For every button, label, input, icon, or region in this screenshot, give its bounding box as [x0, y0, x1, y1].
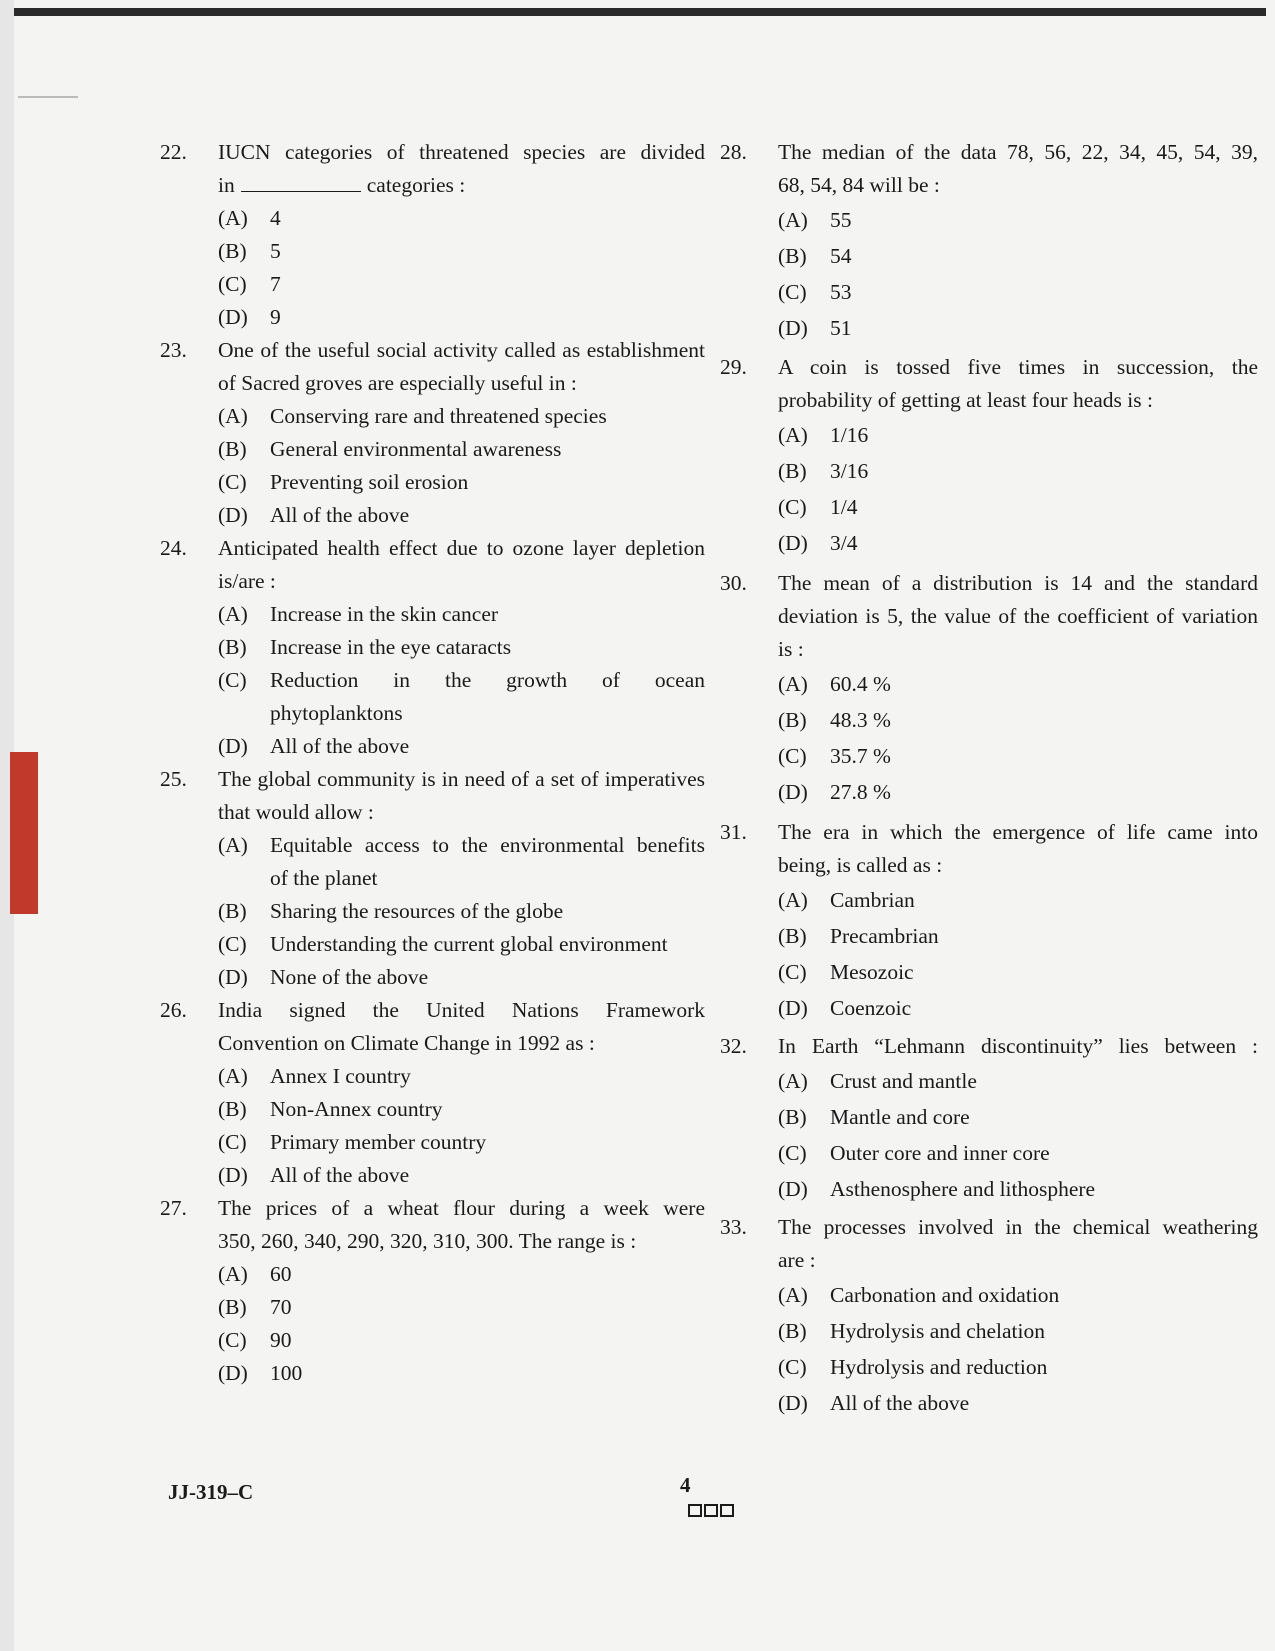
option-text-line1: Carbonation and oxidation	[830, 1283, 1060, 1307]
margin-mark	[18, 96, 78, 98]
option-d	[778, 990, 1258, 1026]
option-label: (C)	[778, 495, 807, 519]
option-text	[270, 268, 705, 301]
question-29	[720, 351, 1258, 561]
option-c	[218, 1324, 705, 1357]
option-label: (A)	[218, 602, 248, 626]
question-number: 26.	[160, 998, 187, 1022]
option-text-line1: 3/16	[830, 459, 869, 483]
option-c	[778, 954, 1258, 990]
question-stem: The era in which the emergence of life came into	[778, 820, 1258, 844]
option-text-line1: Cambrian	[830, 888, 915, 912]
question-32	[720, 1030, 1258, 1207]
option-text	[830, 238, 1258, 274]
option-text	[830, 1349, 1258, 1385]
option-label: (B)	[218, 1295, 247, 1319]
option-text	[830, 310, 1258, 346]
option-d	[778, 1385, 1258, 1421]
option-text-line1: Increase in the skin cancer	[270, 602, 499, 626]
option-text	[270, 598, 705, 631]
option-b	[778, 453, 1258, 489]
question-stem: One of the useful social activity called as establishment	[218, 338, 705, 362]
option-text	[270, 631, 705, 664]
option-label: (C)	[218, 470, 247, 494]
option-text	[830, 774, 1258, 810]
option-a	[218, 1060, 705, 1093]
option-text-line1: 100	[270, 1361, 303, 1385]
option-text	[270, 301, 705, 334]
option-label: (C)	[778, 1141, 807, 1165]
option-a	[218, 1258, 705, 1291]
option-text-line1: 53	[830, 280, 852, 304]
question-number: 24.	[160, 536, 187, 560]
question-33	[720, 1211, 1258, 1421]
question-stem-stem2: is/are :	[218, 569, 276, 593]
option-text-line1: Hydrolysis and chelation	[830, 1319, 1045, 1343]
option-label: (A)	[778, 208, 808, 232]
option-text	[830, 738, 1258, 774]
option-c	[778, 738, 1258, 774]
option-label: (B)	[778, 1105, 807, 1129]
option-b	[218, 235, 705, 268]
option-text	[830, 202, 1258, 238]
option-text-line1: Preventing soil erosion	[270, 470, 469, 494]
option-label: (D)	[218, 503, 248, 527]
option-text-line1: 54	[830, 244, 852, 268]
option-d	[218, 499, 705, 532]
page-marker-boxes	[688, 1504, 734, 1517]
option-text	[270, 202, 705, 235]
question-stem-stem2: that would allow :	[218, 800, 374, 824]
option-text-line1: Conserving rare and threatened species	[270, 404, 607, 428]
question-stem: The median of the data 78, 56, 22, 34, 45, 54, 39,	[778, 140, 1258, 164]
option-d	[218, 1357, 705, 1390]
option-text-line1: All of the above	[830, 1391, 970, 1415]
question-stem-line2	[218, 169, 705, 202]
question-stem: Anticipated health effect due to ozone layer depletion	[218, 536, 705, 560]
option-label: (A)	[778, 1283, 808, 1307]
option-label: (B)	[778, 708, 807, 732]
option-text-line1: Reduction in the growth of ocean	[270, 668, 705, 692]
question-24	[160, 532, 705, 763]
option-label: (D)	[778, 1177, 808, 1201]
option-text	[830, 1277, 1258, 1313]
option-b	[778, 702, 1258, 738]
option-text-line1: Precambrian	[830, 924, 939, 948]
option-text-line1: 5	[270, 239, 281, 263]
option-text-line1: Mesozoic	[830, 960, 914, 984]
question-stem-stem2: probability of getting at least four heads is :	[778, 388, 1153, 412]
option-text-line1: 35.7 %	[830, 744, 891, 768]
option-text-line1: General environmental awareness	[270, 437, 562, 461]
scan-top-border	[14, 8, 1266, 16]
option-text-line1: Mantle and core	[830, 1105, 970, 1129]
option-a	[778, 882, 1258, 918]
question-stem: IUCN categories of threatened species are divided	[218, 140, 705, 164]
stem-suffix: categories :	[366, 173, 466, 197]
option-text	[270, 1126, 705, 1159]
option-text-line1: 9	[270, 305, 281, 329]
option-text	[270, 1357, 705, 1390]
question-stem-stem2: deviation is 5, the value of the coefficient of variation	[778, 604, 1258, 628]
option-text-line1: All of the above	[270, 1163, 410, 1187]
fill-in-blank	[241, 173, 361, 192]
option-a	[218, 202, 705, 235]
question-number: 23.	[160, 338, 187, 362]
option-text	[830, 274, 1258, 310]
question-number: 27.	[160, 1196, 187, 1220]
option-text-line1: Outer core and inner core	[830, 1141, 1050, 1165]
right-column	[720, 136, 1258, 1421]
option-text	[270, 1093, 705, 1126]
question-31	[720, 816, 1258, 1026]
question-23	[160, 334, 705, 532]
option-c	[778, 274, 1258, 310]
option-label: (A)	[778, 888, 808, 912]
option-label: (C)	[218, 668, 247, 692]
option-label: (B)	[778, 924, 807, 948]
option-text-line1: Non-Annex country	[270, 1097, 443, 1121]
question-stem: The mean of a distribution is 14 and the standard	[778, 571, 1258, 595]
option-text	[270, 829, 705, 895]
option-label: (C)	[218, 272, 247, 296]
option-a	[218, 400, 705, 433]
option-label: (C)	[778, 280, 807, 304]
option-label: (B)	[218, 1097, 247, 1121]
option-c	[218, 466, 705, 499]
option-label: (D)	[778, 1391, 808, 1415]
option-label: (C)	[778, 960, 807, 984]
option-text	[270, 400, 705, 433]
option-label: (A)	[218, 404, 248, 428]
option-text	[830, 1385, 1258, 1421]
booklet-side-tab	[10, 752, 38, 914]
option-text	[830, 525, 1258, 561]
booklet-code: JJ-319–C	[168, 1480, 254, 1504]
question-number: 25.	[160, 767, 187, 791]
option-text-line1: Equitable access to the environmental benefits	[270, 833, 705, 857]
question-number: 28.	[720, 140, 747, 164]
option-label: (A)	[778, 423, 808, 447]
question-number: 29.	[720, 355, 747, 379]
question-stem: The prices of a wheat flour during a week were	[218, 1196, 705, 1220]
option-a	[778, 202, 1258, 238]
option-d	[778, 525, 1258, 561]
option-text-line1: Increase in the eye cataracts	[270, 635, 512, 659]
option-text-line1: Crust and mantle	[830, 1069, 977, 1093]
option-text	[830, 702, 1258, 738]
option-text	[830, 918, 1258, 954]
question-stem: India signed the United Nations Framework	[218, 998, 705, 1022]
option-text	[830, 489, 1258, 525]
option-text-line1: 3/4	[830, 531, 858, 555]
option-label: (B)	[218, 437, 247, 461]
option-text	[830, 453, 1258, 489]
option-text-line1: 1/16	[830, 423, 869, 447]
option-text	[270, 1258, 705, 1291]
question-stem-stem2: being, is called as :	[778, 853, 943, 877]
option-text-line1: 1/4	[830, 495, 858, 519]
option-text-line2: of the planet	[270, 866, 378, 890]
question-25	[160, 763, 705, 994]
option-label: (B)	[778, 459, 807, 483]
option-label: (B)	[778, 244, 807, 268]
question-stem: The processes involved in the chemical weathering	[778, 1215, 1258, 1239]
option-text	[830, 1313, 1258, 1349]
question-number: 31.	[720, 820, 747, 844]
option-a	[778, 1063, 1258, 1099]
option-label: (D)	[218, 965, 248, 989]
question-22	[160, 136, 705, 334]
option-label: (A)	[218, 1064, 248, 1088]
option-d	[218, 730, 705, 763]
question-30	[720, 567, 1258, 810]
option-label: (D)	[778, 780, 808, 804]
page-number: 4	[680, 1473, 691, 1497]
option-label: (B)	[218, 635, 247, 659]
option-text-line1: 60.4 %	[830, 672, 891, 696]
option-c	[218, 268, 705, 301]
option-text	[270, 1060, 705, 1093]
option-text-line1: 7	[270, 272, 281, 296]
question-27	[160, 1192, 705, 1390]
option-d	[218, 1159, 705, 1192]
question-stem-stem2: 68, 54, 84 will be :	[778, 173, 940, 197]
option-text-line1: 27.8 %	[830, 780, 891, 804]
option-text	[270, 1324, 705, 1357]
option-a	[218, 829, 705, 895]
option-text	[830, 1099, 1258, 1135]
option-text-line1: Coenzoic	[830, 996, 912, 1020]
option-label: (D)	[218, 1163, 248, 1187]
option-c	[778, 1135, 1258, 1171]
option-label: (A)	[778, 672, 808, 696]
option-text	[270, 499, 705, 532]
option-text-line1: 48.3 %	[830, 708, 891, 732]
option-b	[778, 1099, 1258, 1135]
option-a	[778, 417, 1258, 453]
option-text	[270, 730, 705, 763]
option-a	[218, 598, 705, 631]
option-text-line1: None of the above	[270, 965, 429, 989]
question-26	[160, 994, 705, 1192]
option-text-line1: All of the above	[270, 734, 410, 758]
question-number: 32.	[720, 1034, 747, 1058]
option-a	[778, 666, 1258, 702]
option-label: (B)	[778, 1319, 807, 1343]
option-d	[778, 774, 1258, 810]
option-text	[830, 666, 1258, 702]
question-number: 22.	[160, 140, 187, 164]
option-text	[830, 954, 1258, 990]
option-a	[778, 1277, 1258, 1313]
option-text-line1: 70	[270, 1295, 292, 1319]
option-label: (C)	[778, 1355, 807, 1379]
option-label: (D)	[778, 996, 808, 1020]
option-b	[778, 1313, 1258, 1349]
option-c	[218, 664, 705, 730]
option-text	[270, 1159, 705, 1192]
option-text-line1: Primary member country	[270, 1130, 487, 1154]
option-text	[270, 433, 705, 466]
option-text	[270, 928, 705, 961]
option-text-line2: phytoplanktons	[270, 701, 403, 725]
option-text	[830, 882, 1258, 918]
option-label: (A)	[218, 206, 248, 230]
option-label: (C)	[778, 744, 807, 768]
option-label: (D)	[218, 305, 248, 329]
option-text	[270, 961, 705, 994]
option-label: (D)	[218, 734, 248, 758]
option-b	[778, 918, 1258, 954]
option-text-line1: Asthenosphere and lithosphere	[830, 1177, 1096, 1201]
question-stem-stem2: are :	[778, 1248, 816, 1272]
option-b	[218, 433, 705, 466]
option-c	[218, 1126, 705, 1159]
question-stem: The global community is in need of a set of imperatives	[218, 767, 705, 791]
option-text-line1: Understanding the current global environment	[270, 932, 668, 956]
option-text-line1: 4	[270, 206, 281, 230]
option-text	[830, 1063, 1258, 1099]
option-text	[830, 990, 1258, 1026]
option-label: (A)	[778, 1069, 808, 1093]
option-b	[218, 631, 705, 664]
question-stem-stem3: is :	[778, 637, 804, 661]
option-label: (A)	[218, 833, 248, 857]
question-number: 33.	[720, 1215, 747, 1239]
option-text	[270, 466, 705, 499]
question-stem-stem2: Convention on Climate Change in 1992 as :	[218, 1031, 595, 1055]
option-c	[778, 1349, 1258, 1385]
option-text-line1: Hydrolysis and reduction	[830, 1355, 1048, 1379]
option-text	[270, 1291, 705, 1324]
question-28	[720, 136, 1258, 346]
option-text-line1: Sharing the resources of the globe	[270, 899, 564, 923]
option-text	[270, 235, 705, 268]
question-stem-stem2: 350, 260, 340, 290, 320, 310, 300. The range is :	[218, 1229, 637, 1253]
option-label: (B)	[218, 899, 247, 923]
stem-prefix: in	[218, 173, 235, 197]
option-label: (C)	[218, 1130, 247, 1154]
option-text-line1: Annex I country	[270, 1064, 411, 1088]
option-label: (C)	[218, 932, 247, 956]
question-number: 30.	[720, 571, 747, 595]
option-label: (A)	[218, 1262, 248, 1286]
option-text	[830, 417, 1258, 453]
option-label: (C)	[218, 1328, 247, 1352]
question-stem-stem2: of Sacred groves are especially useful in :	[218, 371, 577, 395]
option-c	[778, 489, 1258, 525]
option-text-line1: 90	[270, 1328, 292, 1352]
option-b	[218, 1291, 705, 1324]
option-c	[218, 928, 705, 961]
option-text	[830, 1135, 1258, 1171]
question-stem: In Earth “Lehmann discontinuity” lies between :	[778, 1034, 1258, 1058]
option-text-line1: All of the above	[270, 503, 410, 527]
option-label: (D)	[778, 531, 808, 555]
option-text	[270, 895, 705, 928]
option-text-line1: 55	[830, 208, 852, 232]
left-column	[160, 136, 705, 1390]
option-text	[830, 1171, 1258, 1207]
option-text	[270, 664, 705, 730]
option-b	[778, 238, 1258, 274]
option-d	[218, 301, 705, 334]
option-b	[218, 1093, 705, 1126]
option-d	[218, 961, 705, 994]
option-text-line1: 51	[830, 316, 852, 340]
option-d	[778, 310, 1258, 346]
option-label: (D)	[218, 1361, 248, 1385]
option-label: (B)	[218, 239, 247, 263]
option-b	[218, 895, 705, 928]
option-label: (D)	[778, 316, 808, 340]
question-stem: A coin is tossed five times in succession, the	[778, 355, 1258, 379]
option-d	[778, 1171, 1258, 1207]
option-text-line1: 60	[270, 1262, 292, 1286]
